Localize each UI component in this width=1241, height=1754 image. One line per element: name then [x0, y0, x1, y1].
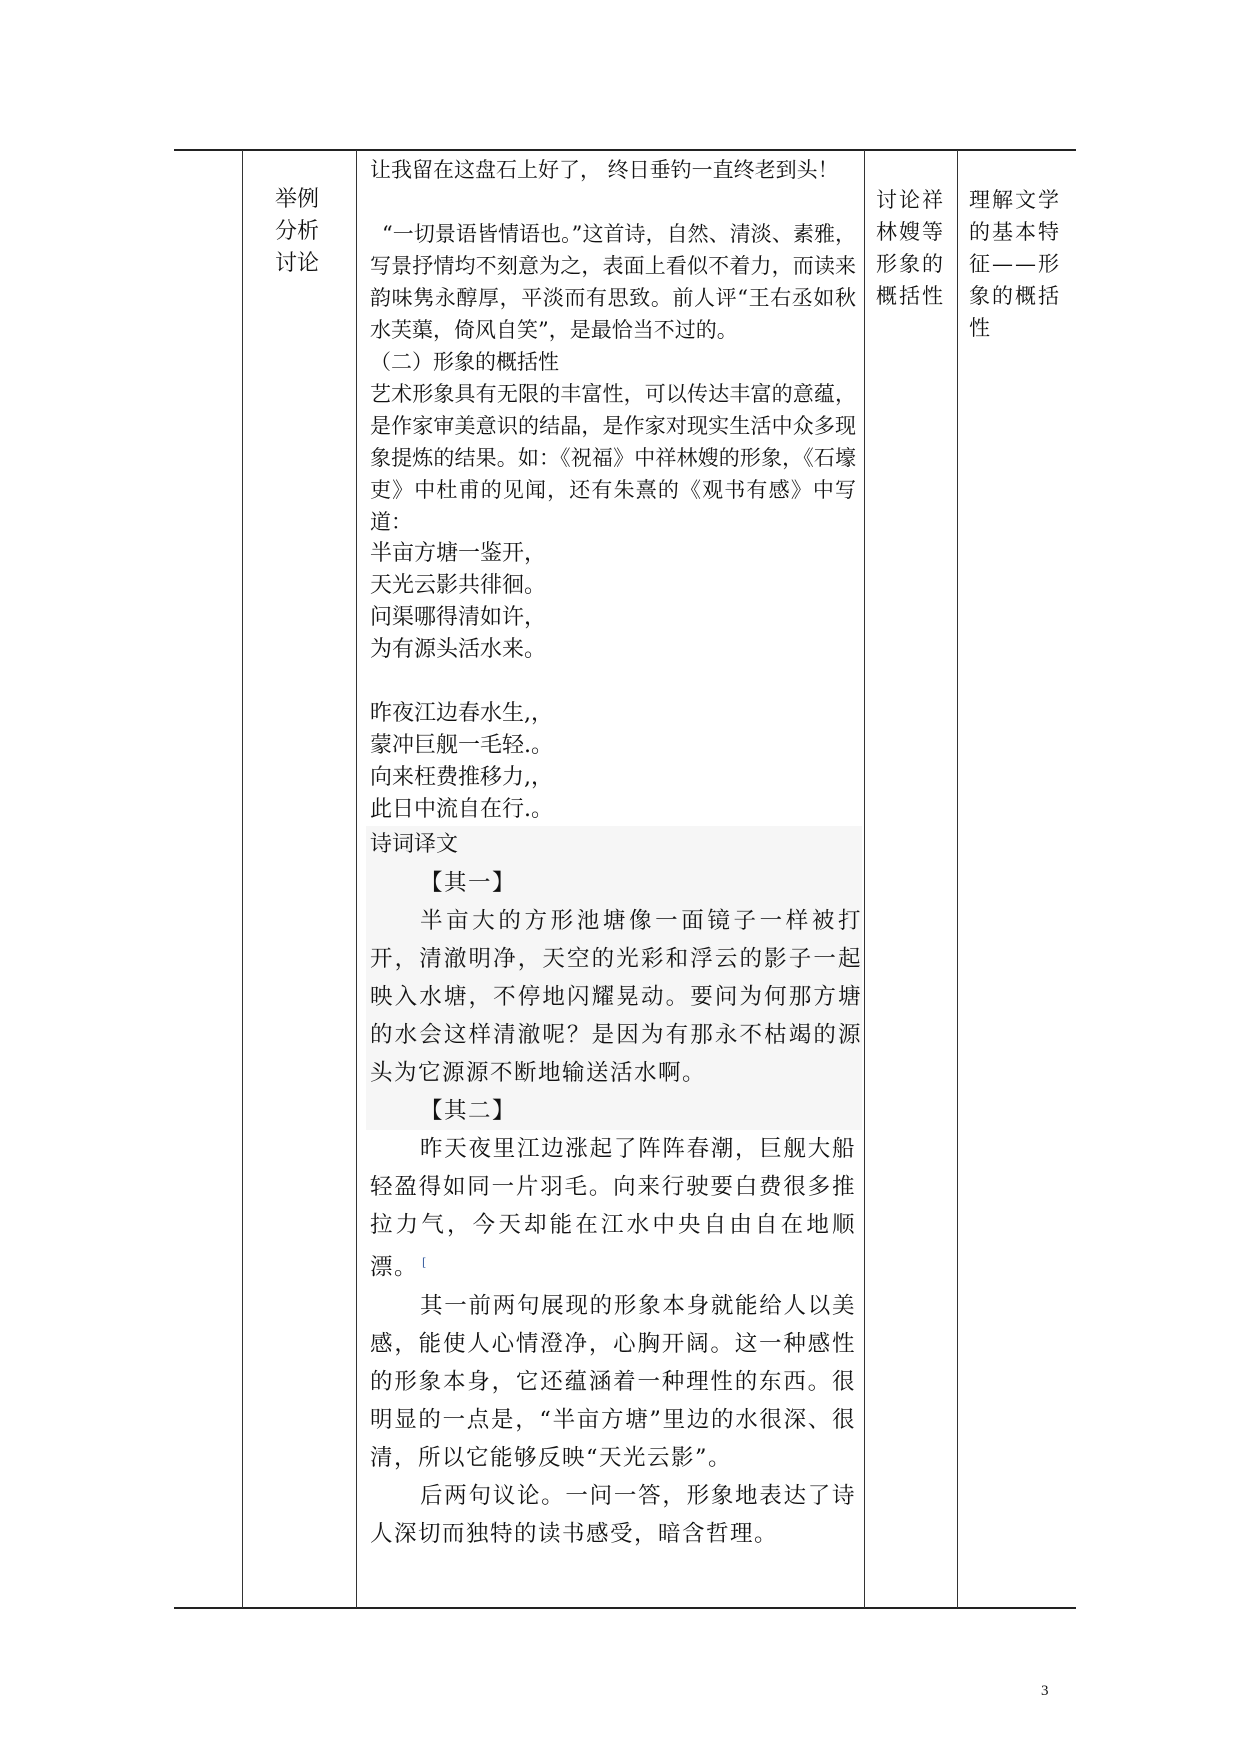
poem-line: 昨夜江边春水生,，: [370, 701, 553, 726]
method-line: 形象的: [876, 252, 945, 276]
page-number: 3: [1041, 1683, 1049, 1699]
row-label-cell: [275, 184, 345, 280]
poem-line: 让我留在这盘石上好了， 终日垂钓一直终老到头！: [370, 158, 839, 182]
poem-line: 向来枉费推移力,，: [370, 765, 553, 790]
analysis-paragraph: 后两句议论。一问一答，形象地表达了诗人深切而独特的读书感受，暗含哲理。: [370, 1482, 856, 1547]
row-label-line: 举例: [275, 187, 320, 212]
method-line: 讨论祥: [876, 188, 945, 212]
goal-line: 性: [969, 316, 992, 340]
goal-line: 理解文学: [969, 188, 1061, 212]
translation-subheading: 【其一】: [420, 870, 517, 896]
footnote-mark: [: [422, 1256, 428, 1269]
section-heading: （二）形象的概括性: [370, 350, 559, 374]
translation-title: 诗词译文: [370, 832, 459, 857]
method-cell: [876, 184, 952, 312]
column-divider: [864, 150, 865, 1608]
goal-line: 象的概括: [969, 284, 1061, 308]
goal-line: 征——形: [969, 252, 1061, 276]
column-divider: [356, 150, 357, 1608]
translation-paragraph: 半亩大的方形池塘像一面镜子一样被打开，清澈明净，天空的光彩和浮云的影子一起映入水塘，不停地闪耀晃动。要问为何那方塘的水会这样清澈呢？是因为有那永不枯竭的源头为它源源不断地输送活水啊。: [370, 908, 862, 1086]
row-label-line: 分析: [275, 219, 320, 244]
method-line: 概括性: [876, 284, 945, 308]
translation-block: [366, 826, 862, 1130]
paragraph: 艺术形象具有无限的丰富性，可以传达丰富的意蕴，是作家审美意识的结晶，是作家对现实生活中众多现象提炼的结果。如：《祝福》中祥林嫂的形象，《石壕吏》中杜甫的见闻，还有朱熹的《观书有感》中写道：: [370, 382, 856, 534]
column-divider: [957, 150, 958, 1608]
method-line: 林嫂等: [876, 220, 945, 244]
column-divider: [242, 150, 243, 1608]
poem-line: 此日中流自在行.。: [370, 797, 553, 822]
paragraph: “一切景语皆情语也。”这首诗，自然、清淡、素雅，写景抒情均不刻意为之，表面上看似不着力，而读来韵味隽永醇厚，平淡而有思致。前人评“王右丞如秋水芙蕖，倚风自笑”，是最恰当不过的。: [370, 222, 856, 342]
poem-line: 半亩方塘一鉴开，: [370, 541, 547, 566]
table-top-border: [174, 149, 1076, 151]
poem-line: 问渠哪得清如许，: [370, 605, 547, 630]
poem-line: 为有源头活水来。: [370, 637, 547, 662]
poem-line: 蒙冲巨舰一毛轻.。: [370, 733, 553, 758]
content-cell: [370, 154, 862, 1553]
translation-text: 昨天夜里江边涨起了阵阵春潮，巨舰大船轻盈得如同一片羽毛。向来行驶要白费很多推拉力气，今天却能在江水中央自由自在地顺漂。: [370, 1136, 856, 1281]
goal-line: 的基本特: [969, 220, 1061, 244]
poem-line: 天光云影共徘徊。: [370, 573, 547, 598]
analysis-paragraph: 其一前两句展现的形象本身就能给人以美感，能使人心情澄净，心胸开阔。这一种感性的形象本身，它还蕴涵着一种理性的东西。很明显的一点是，“半亩方塘”里边的水很深、很清，所以它能够反映“天光云影”。: [370, 1292, 856, 1471]
translation-paragraph: [370, 1130, 856, 1287]
goal-cell: [969, 184, 1069, 344]
translation-subheading: 【其二】: [420, 1098, 517, 1124]
row-label-line: 讨论: [275, 251, 320, 276]
table-bottom-border: [174, 1607, 1076, 1609]
